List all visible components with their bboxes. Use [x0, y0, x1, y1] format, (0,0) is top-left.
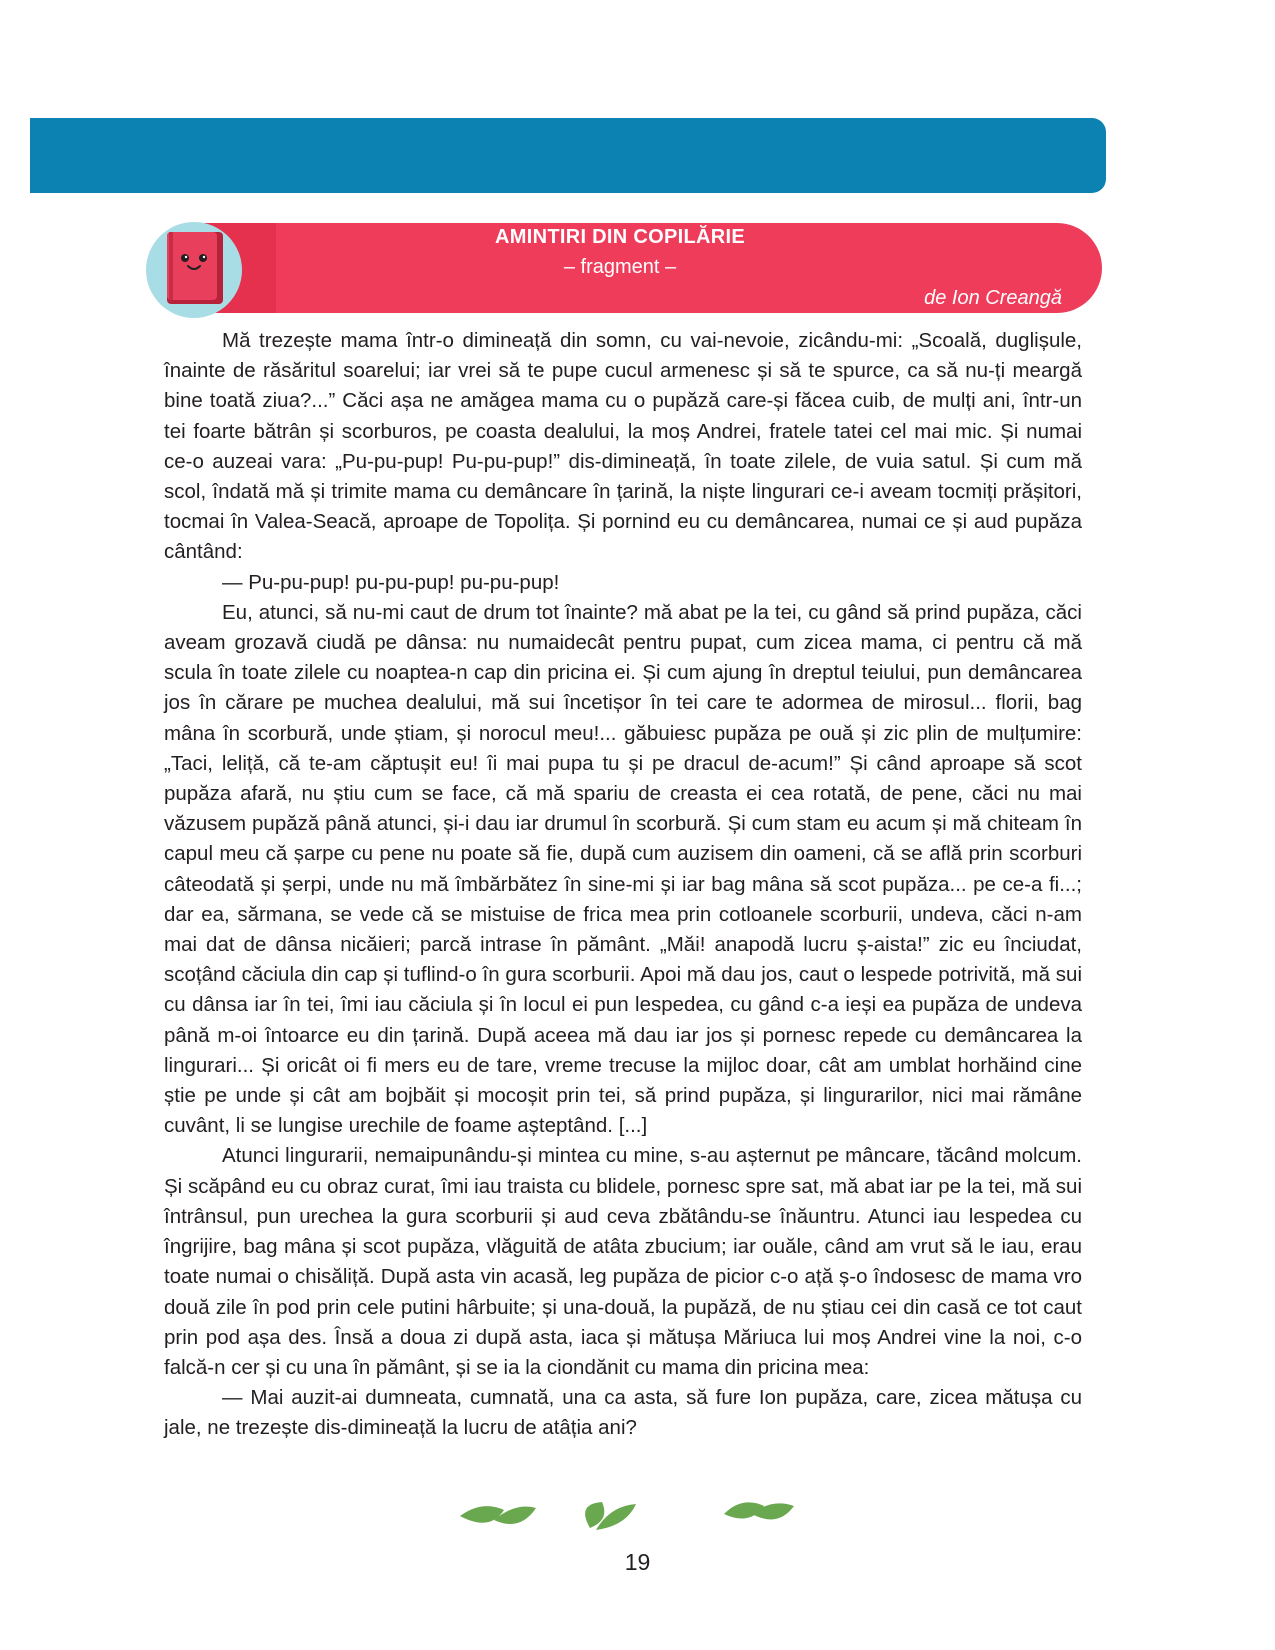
story-paragraph: — Mai auzit-ai dumneata, cumnată, una ca asta, să fure Ion pupăza, care, zicea mătușa cu jale, ne trezește dis-dimineață la lucru de atâția ani?	[164, 1386, 1082, 1440]
story-author: de Ion Creangă	[924, 287, 1062, 309]
story-text	[164, 326, 1082, 1444]
story-paragraph: — Pu-pu-pup! pu-pu-pup! pu-pu-pup!	[222, 570, 560, 594]
book-face-icon	[163, 228, 225, 306]
story-paragraph: Atunci lingurarii, nemaipunându-și mintea cu mine, s-au așternut pe mâncare, tăcând molcum. Și scăpând eu cu obraz curat, îmi iau traista cu blidele, pornesc spre sat, mă abat iar pe la tei, mă sui întrânsul, pun urechea la gura scorburii și aud ceva zbătându-se înăuntru. Atunci iau lespedea cu îngrijire, bag mâna și scot pupăza, vlăguită de atâta zbucium; iar ouăle, când am vrut să le iau, erau toate numai o chisăliță. După asta vin acasă, leg pupăza de picior c-o ață ș-o îndosesc de mama vro două zile în pod prin cele putini hârbuite; și una-două, la pupăză, de nu știau cei din casă ce tot caut prin pod așa des. Însă a doua zi după asta, iaca și mătușa Măriuca lui moș Andrei vine la noi, c-o falcă-n cer și cu una în pământ, și se ia la ciondănit cu mama din pricina mea:	[164, 1144, 1082, 1379]
story-paragraph: Mă trezește mama într-o dimineață din somn, cu vai-nevoie, zicându-mi: „Scoală, duglișule, înainte de răsăritul soarelui; iar vrei să te pupe cucul armenesc și să te spurce, ca să nu-ți meargă bine toată ziua?...” Căci așa ne amăgea mama cu o pupăză care-și făcea cuib, de mulți ani, într-un tei foarte bătrân și scorburos, pe coasta dealului, la moș Andrei, fratele tatei cel mai mic. Și numai ce-o auzeai vara: „Pu-pu-pup! Pu-pu-pup!” dis-dimineață, în toate zilele, de vuia satul. Și cum mă scol, îndată mă și trimite mama cu demâncare în țarină, la niște lingurari ce-i aveam tocmiți prășitori, tocmai în Valea-Seacă, aproape de Topolița. Și pornind eu cu demâncarea, numai ce și aud pupăza cântând:	[164, 329, 1082, 564]
story-title: AMINTIRI DIN COPILĂRIE	[495, 226, 745, 248]
top-color-band	[30, 118, 1106, 193]
page-number: 19	[624, 1549, 651, 1575]
story-subtitle: – fragment –	[563, 256, 677, 278]
story-paragraph: Eu, atunci, să nu-mi caut de drum tot înainte? mă abat pe la tei, cu gând să prind pupăza, căci aveam grozavă ciudă pe dânsa: nu numaidecât pentru pupat, cum zicea mama, ci pentru că mă scula în toate zilele cu noaptea-n cap din pricina ei. Și cum ajung în dreptul teiului, pun demâncarea jos în cărare pe muchea dealului, mă sui încetișor în tei care te adormea de mirosul... florii, bag mâna în scorbură, unde știam, și norocul meu!... găbuiesc pupăza pe ouă și zic plin de mulțumire: „Taci, leliță, că te-am căptușit eu! îi mai pupa tu și pe dracul de-acum!” Și când aproape să scot pupăza afară, nu știu cum se face, că mă spariu de creasta ei cea rotată, de pene, căci nu mai văzusem pupăză până atunci, și-i dau iar drumul în scorbură. Și cum stam eu acum și mă chiteam în capul meu că șarpe cu pene nu poate să fie, după cum auzisem din oameni, că se află prin scorburi câteodată și șerpi, unde nu mă îmbărbătez în sine-mi și iar bag mâna să scot pupăza... pe ce-a fi...; dar ea, sărmana, se vede că se mistuise de frica mea prin cotloanele scorburii, undeva, căci n-am mai dat de dânsa nicăieri; parcă intrase în pământ. „Măi! anapodă lucru ș-aista!” zic eu înciudat, scoțând căciula din cap și tuflind-o în gura scorburii. Apoi mă dau jos, caut o lespede potrivită, mă sui cu dânsa iar în tei, îmi iau căciula și în locul ei pun lespedea, cu gând c-a ieși ea pupăza de undeva până m-oi întoarce eu din țarină. După aceea mă dau iar jos și pornesc repede cu demâncarea la lingurari... Și oricât oi fi mers eu de tare, vreme trecuse la mijloc doar, cât am umblat horhăind cine știe pe unde și cât am bojbăit și mocoșit prin tei, să prind pupăza, și lingurarilor, nici mai rămâne cuvânt, li se lungise urechile de foame așteptând. [...]	[164, 600, 1082, 1138]
